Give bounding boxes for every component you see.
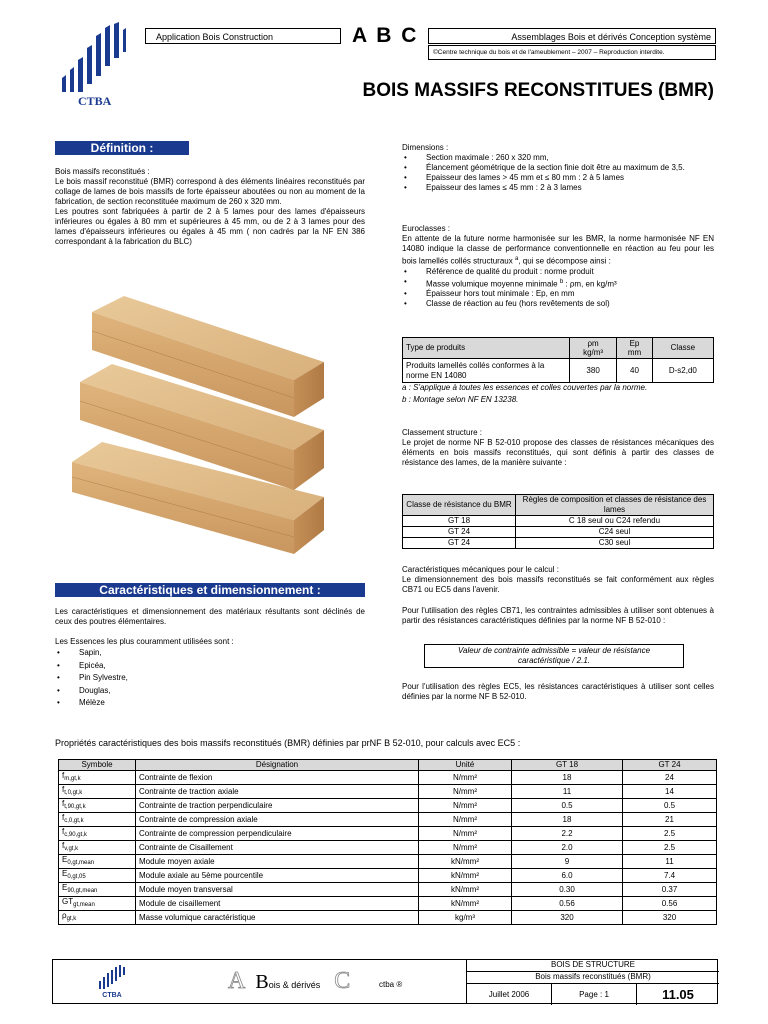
table-row — [403, 538, 714, 549]
ctba-logo — [56, 22, 128, 112]
symbol-cell: $E_{0,gt,05}$ — [59, 869, 136, 883]
designation-cell: Contrainte de Cisaillement — [136, 841, 419, 855]
app-label: Application Bois Construction — [145, 28, 341, 44]
table-header: Unité — [419, 760, 512, 771]
brand-b: B — [255, 971, 269, 993]
table-row — [59, 911, 717, 925]
mecanique-p2: Pour l'utilisation des règles CB71, les contraintes admissibles à utiliser sont obtenues à partir des résistances caractéristiques définies par la norme NF B 52-010 : — [402, 606, 714, 625]
gt24-cell: 320 — [623, 911, 717, 925]
table-header: Désignation — [136, 760, 419, 771]
designation-cell: Contrainte de compression perpendiculaire — [136, 827, 419, 841]
euroclasses-notes — [402, 383, 714, 405]
designation-cell: Module axiale au 5ème pourcentile — [136, 869, 419, 883]
page-title: BOIS MASSIFS RECONSTITUES (BMR) — [362, 80, 714, 101]
essences-list — [55, 647, 365, 710]
table-row — [403, 527, 714, 538]
table-cell: C30 seul — [516, 538, 714, 549]
table-header: Règles de composition et classes de résistance des lames — [516, 495, 714, 516]
definition-block — [55, 167, 365, 247]
footer-logo — [97, 965, 127, 1001]
gt24-cell: 14 — [623, 785, 717, 799]
gt18-cell: 9 — [512, 855, 623, 869]
table-header: Classe — [652, 338, 713, 359]
designation-cell: Contrainte de compression axiale — [136, 813, 419, 827]
unit-cell: kN/mm² — [419, 869, 512, 883]
formula-box: Valeur de contrainte admissible = valeur de résistance caractéristique / 2.1. — [424, 644, 684, 668]
gt24-cell: 0.37 — [623, 883, 717, 897]
gt18-cell: 0.5 — [512, 799, 623, 813]
list-item: • Douglas, — [79, 685, 365, 698]
list-item: • Classe de réaction au feu (hors revêtements de sol) — [426, 299, 714, 309]
table-row — [59, 771, 717, 785]
table-cell: GT 24 — [403, 527, 516, 538]
gt18-cell: 0.30 — [512, 883, 623, 897]
note-b: b : Montage selon NF EN 13238. — [402, 395, 519, 404]
list-item: • Section maximale : 260 x 320 mm, — [426, 153, 714, 163]
euroclasses-p1: En attente de la future norme harmonisée sur les BMR, la norme harmonisée NF EN 14080 indique la classe de performance conventionnelle en réaction au feu pour les bois lamellés collés structuraux $^a$, qui se décompose ainsi : — [402, 234, 714, 266]
unit-cell: kN/mm² — [419, 897, 512, 911]
footer-page: Page : 1 — [552, 984, 637, 1005]
mecanique-p1: Le dimensionnement des bois massifs reconstitués se fait conformément aux règles CB71 ou EC5 dans l'avenir. — [402, 575, 714, 594]
classement-title: Classement structure : — [402, 428, 483, 437]
symbol-cell: $E_{0,gt,mean}$ — [59, 855, 136, 869]
gt18-cell: 11 — [512, 785, 623, 799]
classement-table — [402, 494, 714, 549]
table-row — [59, 883, 717, 897]
euroclasses-list — [402, 267, 714, 310]
table-header: ρm kg/m³ — [570, 338, 617, 359]
table-row — [59, 855, 717, 869]
symbol-cell: $GT_{gt,mean}$ — [59, 897, 136, 911]
table-row — [59, 785, 717, 799]
table-row — [59, 827, 717, 841]
symbol-cell: $f_{v,gt,k}$ — [59, 841, 136, 855]
gt18-cell: 2.2 — [512, 827, 623, 841]
dimensions-block — [402, 143, 714, 193]
unit-cell: kg/m³ — [419, 911, 512, 925]
definition-p1: Le bois massif reconstitué (BMR) correspond à des éléments linéaires reconstitués par collage de lames de bois massifs de forte épaisseur aboutées ou non au moment de la fabrication, de section reconstituée maximum de 260 x 320 mm. — [55, 177, 365, 206]
list-item: • Epaisseur des lames ≤ 45 mm : 2 à 3 lames — [426, 183, 714, 193]
abc-title: A B C — [352, 24, 419, 47]
table-cell: GT 24 — [403, 538, 516, 549]
symbol-cell: $f_{m,gt,k}$ — [59, 771, 136, 785]
topic-label: Assemblages Bois et dérivés Conception système — [428, 28, 716, 44]
footer-date: Juillet 2006 — [467, 984, 552, 1005]
gt18-cell: 18 — [512, 771, 623, 785]
mecanique-block — [402, 565, 714, 626]
footer-ref: 11.05 — [662, 987, 694, 1002]
symbol-cell: $f_{t,0,gt,k}$ — [59, 785, 136, 799]
symbol-cell: $f_{c,90,gt,k}$ — [59, 827, 136, 841]
classement-block — [402, 428, 714, 468]
designation-cell: Module moyen transversal — [136, 883, 419, 897]
brand-b-text: ois & dérivés — [268, 980, 321, 990]
euroclasses-title: Euroclasses : — [402, 224, 451, 233]
gt24-cell: 21 — [623, 813, 717, 827]
unit-cell: N/mm² — [419, 785, 512, 799]
designation-cell: Contrainte de traction perpendiculaire — [136, 799, 419, 813]
gt18-cell: 6.0 — [512, 869, 623, 883]
table-row — [403, 516, 714, 527]
list-item: • Épaisseur hors tout minimale : Ep, en mm — [426, 289, 714, 299]
gt24-cell: 7.4 — [623, 869, 717, 883]
table-row — [59, 799, 717, 813]
table-header: GT 18 — [512, 760, 623, 771]
designation-cell: Module moyen axiale — [136, 855, 419, 869]
table-cell: 380 — [570, 359, 617, 383]
gt24-cell: 11 — [623, 855, 717, 869]
unit-cell: N/mm² — [419, 771, 512, 785]
table-row — [59, 841, 717, 855]
gt18-cell: 0.56 — [512, 897, 623, 911]
gt18-cell: 320 — [512, 911, 623, 925]
list-item: • Sapin, — [79, 647, 365, 660]
copyright-label: ©Centre technique du bois et de l'ameublement – 2007 – Reproduction interdite. — [428, 45, 716, 60]
table-cell: Produits lamellés collés conformes à la norme EN 14080 — [403, 359, 570, 383]
classement-p1: Le projet de norme NF B 52-010 propose des classes de résistances mécaniques des éléments en bois massifs reconstitués, qui sont définis à partir des classes de résistance des lames, de la manière suivante : — [402, 438, 714, 467]
dimensions-list — [402, 153, 714, 193]
footer-subject: Bois massifs reconstitués (BMR) — [467, 972, 719, 984]
symbol-cell: $\rho_{gt,k}$ — [59, 911, 136, 925]
definition-p2: Les poutres sont fabriquées à partir de 2 à 5 lames pour des lames d'épaisseurs inférieures ou égales à 80 mm et supérieures à 45 mm, ou de 2 à 3 lames pour des lames d'épaisseurs inférieures ou égales à 45 mm ( non cadrés par la NF EN 386 correspondant à la fabrication du BLC) — [55, 207, 365, 246]
table-row — [59, 869, 717, 883]
footer-category: BOIS DE STRUCTURE — [467, 960, 719, 972]
unit-cell: N/mm² — [419, 827, 512, 841]
gt24-cell: 2.5 — [623, 827, 717, 841]
unit-cell: kN/mm² — [419, 855, 512, 869]
footer-logo-text: CTBA — [102, 992, 122, 999]
list-item: • Epicéa, — [79, 660, 365, 673]
proprietes-caption: Propriétés caractéristiques des bois massifs reconstitués (BMR) définies par prNF B 52-010, pour calculs avec EC5 : — [55, 738, 521, 748]
gt18-cell: 2.0 — [512, 841, 623, 855]
footer-info — [466, 960, 719, 1004]
gt24-cell: 0.56 — [623, 897, 717, 911]
brand-a: A — [228, 968, 246, 994]
proprietes-table — [58, 759, 717, 925]
caracteristiques-p1: Les caractéristiques et dimensionnement des matériaux résultants sont déclinés de ceux des poutres élémentaires. — [55, 607, 365, 626]
euroclasses-table — [402, 337, 714, 383]
table-header: Ep mm — [617, 338, 653, 359]
mecanique-p3: Pour l'utilisation des règles EC5, les résistances caractéristiques à utiliser sont celles définies par la norme NF B 52-010. — [402, 682, 714, 701]
table-cell: C24 seul — [516, 527, 714, 538]
unit-cell: N/mm² — [419, 799, 512, 813]
designation-cell: Contrainte de traction axiale — [136, 785, 419, 799]
table-cell: GT 18 — [403, 516, 516, 527]
designation-cell: Module de cisaillement — [136, 897, 419, 911]
gt24-cell: 24 — [623, 771, 717, 785]
essences-title: Les Essences les plus couramment utilisées sont : — [55, 637, 234, 646]
list-item: • Pin Sylvestre, — [79, 672, 365, 685]
dimensions-title: Dimensions : — [402, 143, 449, 152]
table-cell: C 18 seul ou C24 refendu — [516, 516, 714, 527]
gt24-cell: 0.5 — [623, 799, 717, 813]
symbol-cell: $E_{90,gt,mean}$ — [59, 883, 136, 897]
unit-cell: N/mm² — [419, 841, 512, 855]
footer-brand — [228, 968, 350, 995]
caracteristiques-block — [55, 607, 365, 710]
list-item: • Élancement géométrique de la section finie doit être au maximum de 3,5. — [426, 163, 714, 173]
euroclasses-block — [402, 224, 714, 309]
unit-cell: N/mm² — [419, 813, 512, 827]
table-row — [59, 813, 717, 827]
logo-text: CTBA — [78, 94, 112, 108]
brand-c: C — [334, 968, 351, 994]
definition-heading: Définition : — [55, 141, 189, 155]
list-item: • Référence de qualité du produit : norme produit — [426, 267, 714, 277]
gt24-cell: 2.5 — [623, 841, 717, 855]
table-cell: 40 — [617, 359, 653, 383]
designation-cell: Masse volumique caractéristique — [136, 911, 419, 925]
list-item: • Masse volumique moyenne minimale $^b$ : ρm, en kg/m³ — [426, 277, 714, 290]
table-header: GT 24 — [623, 760, 717, 771]
definition-subtitle: Bois massifs reconstitués : — [55, 167, 150, 176]
designation-cell: Contrainte de flexion — [136, 771, 419, 785]
table-cell: D-s2,d0 — [652, 359, 713, 383]
gt18-cell: 18 — [512, 813, 623, 827]
unit-cell: kN/mm² — [419, 883, 512, 897]
symbol-cell: $f_{c,0,gt,k}$ — [59, 813, 136, 827]
symbol-cell: $f_{t,90,gt,k}$ — [59, 799, 136, 813]
table-row — [403, 359, 714, 383]
table-header: Type de produits — [403, 338, 570, 359]
footer — [52, 959, 718, 1004]
mecanique-title: Caractéristiques mécaniques pour le calcul : — [402, 565, 559, 574]
table-header: Classe de résistance du BMR — [403, 495, 516, 516]
table-header: Symbole — [59, 760, 136, 771]
list-item: • Epaisseur des lames > 45 mm et ≤ 80 mm : 2 à 5 lames — [426, 173, 714, 183]
table-row — [59, 897, 717, 911]
wood-beams-image — [62, 292, 332, 557]
note-a: a : S'applique à toutes les essences et colles couvertes par la norme. — [402, 383, 648, 392]
caracteristiques-heading: Caractéristiques et dimensionnement : — [55, 583, 365, 597]
list-item: • Mélèze — [79, 697, 365, 710]
footer-ctba: ctba ® — [379, 980, 403, 989]
